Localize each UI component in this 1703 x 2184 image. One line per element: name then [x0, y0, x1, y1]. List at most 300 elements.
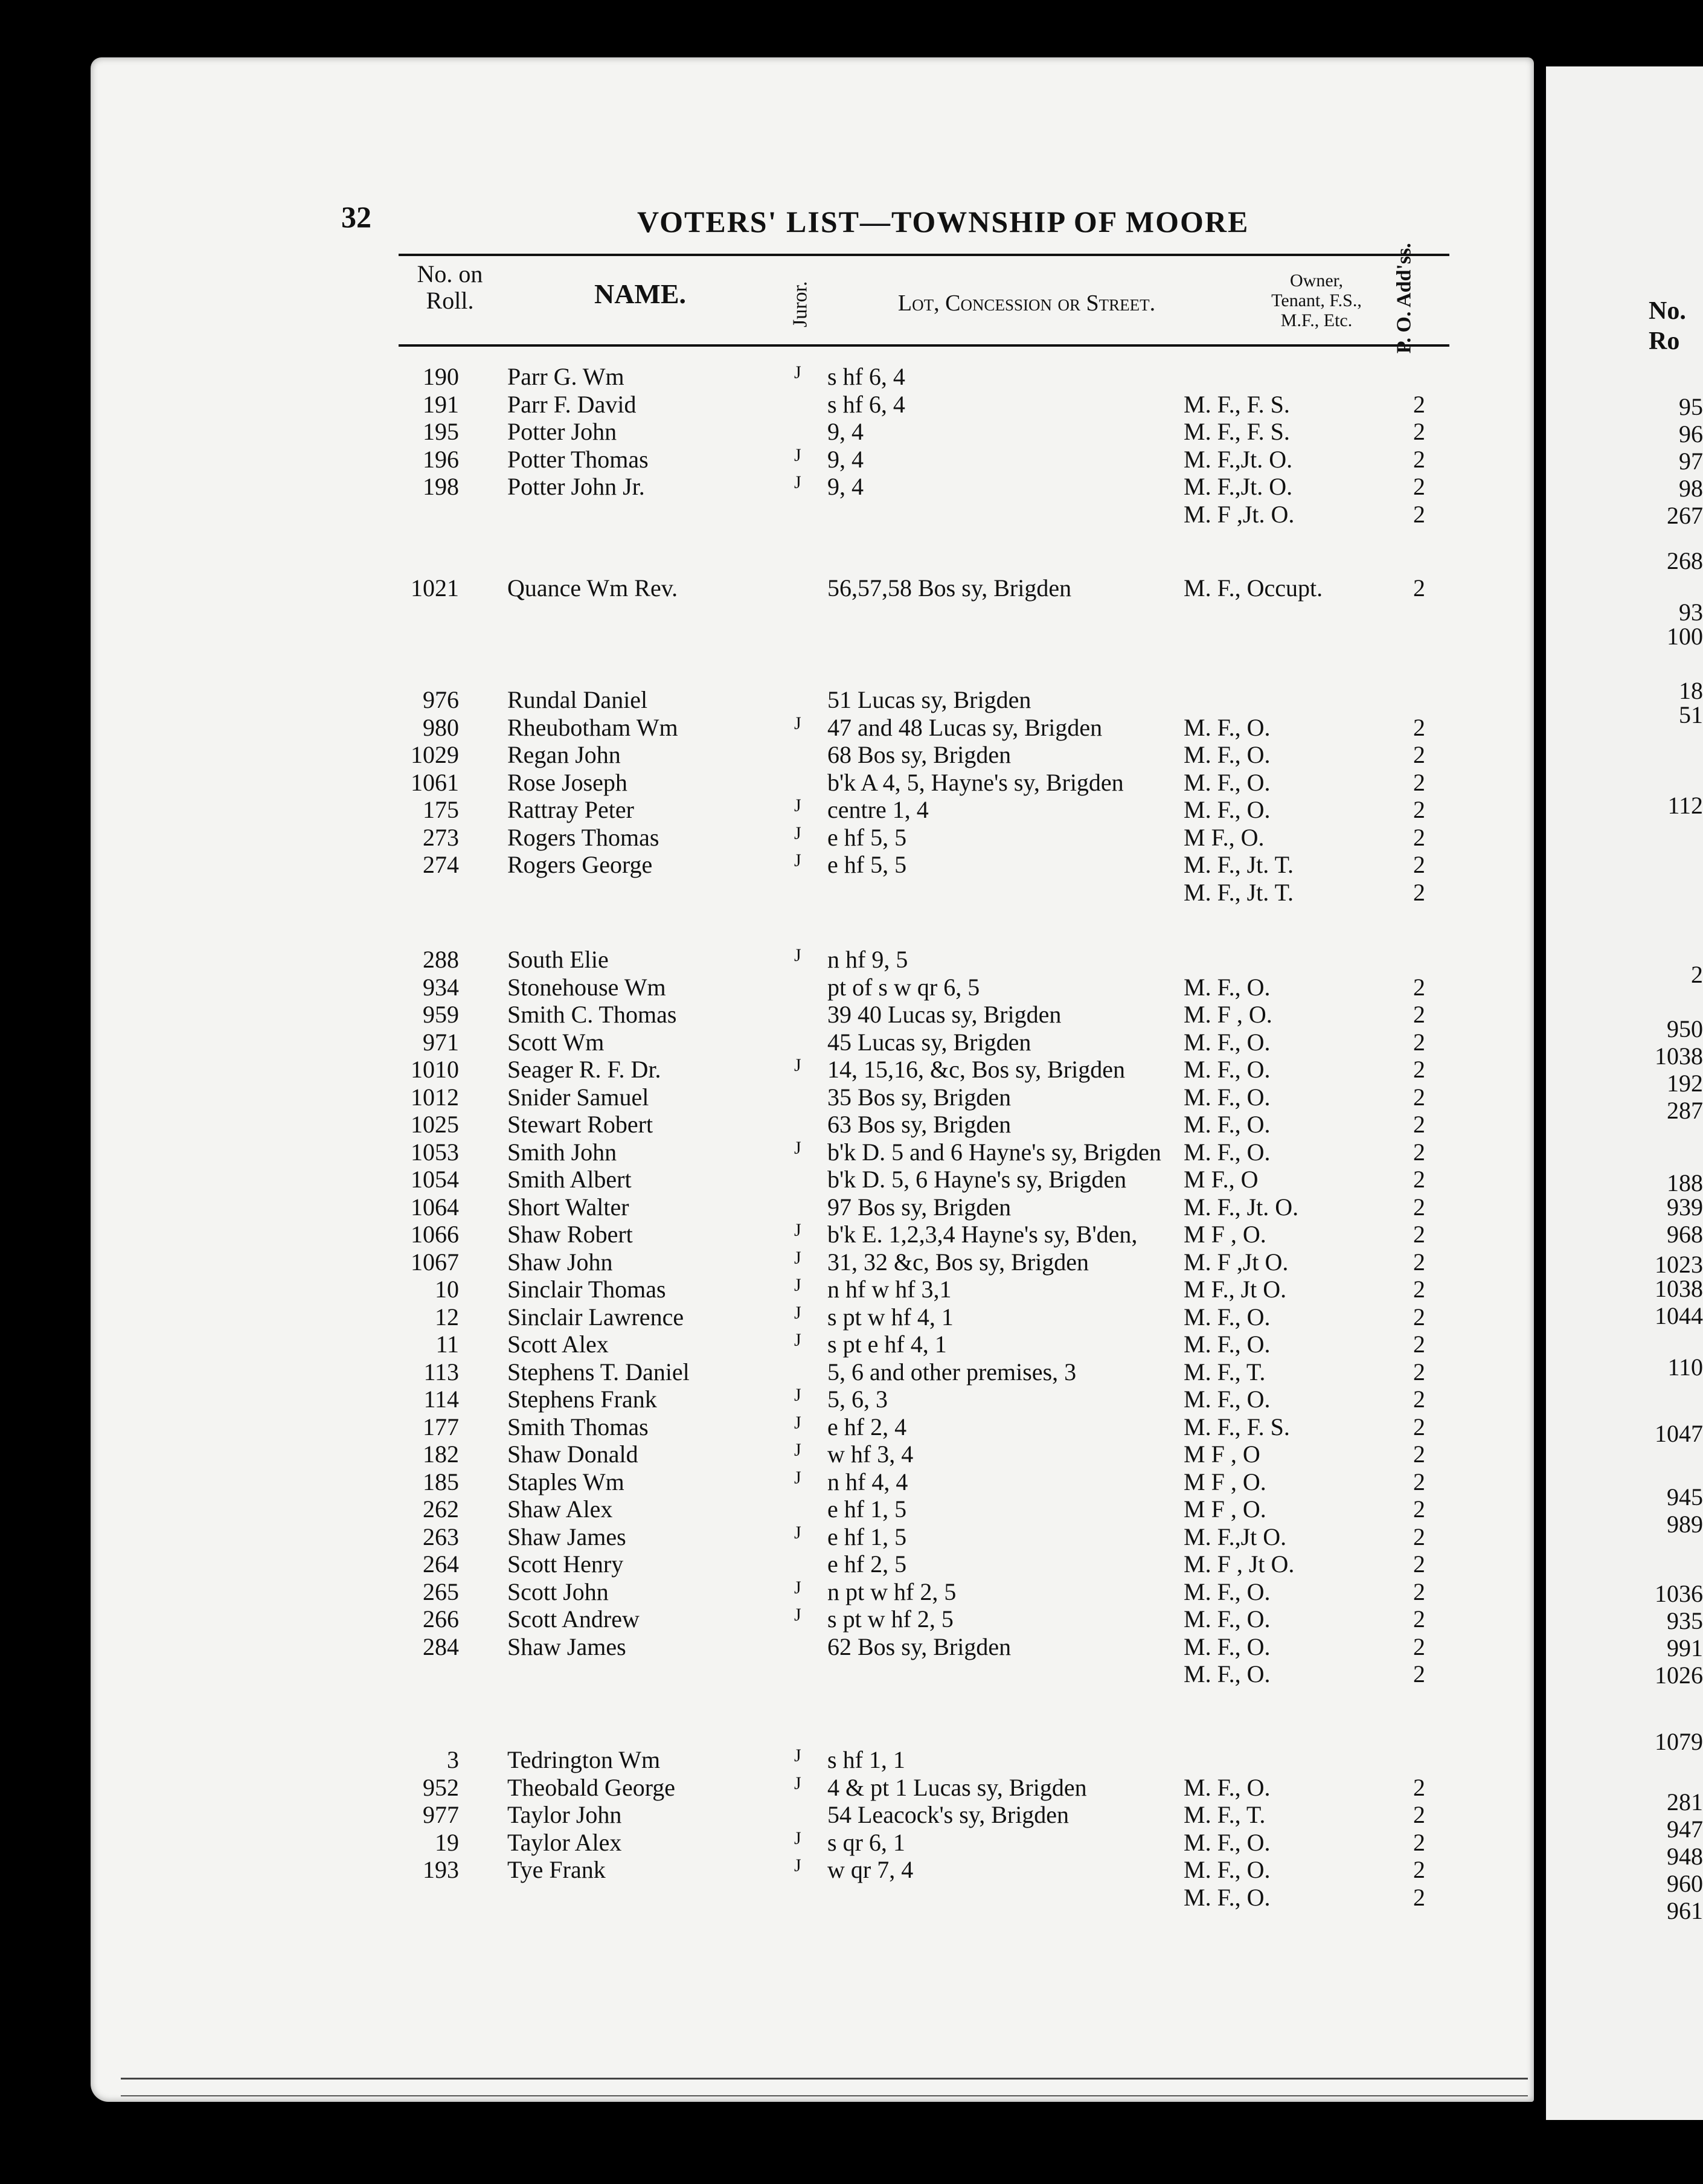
cell-status: M F , O. — [1184, 1221, 1266, 1248]
facing-page-roll: 1047 — [1655, 1420, 1703, 1447]
cell-status: M. F , Jt O. — [1184, 1550, 1295, 1578]
cell-lot: s hf 6, 4 — [827, 390, 905, 418]
cell-po: 2 — [1413, 1028, 1425, 1056]
cell-name: Regan John — [507, 741, 621, 768]
table-row — [0, 1000, 1693, 1027]
cell-status: M. F.,Jt. O. — [1184, 473, 1293, 500]
cell-roll: 1010 — [411, 1056, 459, 1083]
table-row — [0, 1550, 1693, 1576]
cell-name: Shaw Robert — [507, 1221, 633, 1248]
cell-lot: centre 1, 4 — [827, 796, 929, 823]
cell-name: Stephens T. Daniel — [507, 1358, 690, 1386]
facing-page-roll: 93 — [1679, 599, 1703, 626]
facing-page-roll: 192 — [1667, 1070, 1703, 1097]
cell-juror: J — [794, 1828, 801, 1848]
cell-roll: 177 — [423, 1413, 459, 1440]
cell-lot: s hf 1, 1 — [827, 1746, 905, 1773]
cell-lot: 4 & pt 1 Lucas sy, Brigden — [827, 1773, 1087, 1801]
cell-po: 2 — [1413, 1193, 1425, 1221]
cell-po: 2 — [1413, 1001, 1425, 1028]
facing-page-roll: 968 — [1667, 1221, 1703, 1248]
cell-name: Tye Frank — [507, 1856, 606, 1883]
cell-roll: 264 — [423, 1550, 459, 1578]
cell-juror: J — [794, 362, 801, 382]
table-row — [0, 1413, 1693, 1439]
cell-lot: 5, 6 and other premises, 3 — [827, 1358, 1077, 1386]
table-row — [0, 472, 1693, 499]
cell-status: M. F., O. — [1184, 1138, 1271, 1166]
cell-name: Stewart Robert — [507, 1111, 653, 1138]
cell-name: Sinclair Lawrence — [507, 1303, 684, 1331]
cell-name: Taylor John — [507, 1801, 622, 1828]
table-row — [0, 1633, 1693, 1659]
cell-roll: 1054 — [411, 1166, 459, 1193]
cell-juror: J — [794, 1330, 801, 1350]
cell-status: M F., O. — [1184, 823, 1265, 851]
facing-page-roll: 96 — [1679, 420, 1703, 448]
cell-roll: 190 — [423, 363, 459, 390]
facing-page-roll: 950 — [1667, 1015, 1703, 1042]
cell-status: M. F., O. — [1184, 1828, 1271, 1856]
cell-po: 2 — [1413, 500, 1425, 528]
cell-lot: e hf 5, 5 — [827, 851, 907, 878]
facing-page-roll: 18 — [1679, 677, 1703, 704]
cell-lot: e hf 2, 5 — [827, 1550, 907, 1578]
cell-lot: s hf 6, 4 — [827, 363, 905, 390]
cell-roll: 1061 — [411, 768, 459, 796]
cell-name: Scott Wm — [507, 1028, 605, 1056]
cell-po: 2 — [1413, 713, 1425, 741]
cell-name: Smith John — [507, 1138, 617, 1166]
cell-po: 2 — [1413, 1578, 1425, 1605]
cell-roll: 113 — [423, 1358, 459, 1386]
cell-lot: 35 Bos sy, Brigden — [827, 1083, 1012, 1111]
table-row — [0, 390, 1693, 417]
table-row — [0, 1110, 1693, 1137]
cell-roll: 274 — [423, 851, 459, 878]
cell-roll: 1012 — [411, 1083, 459, 1111]
cell-lot: b'k E. 1,2,3,4 Hayne's sy, B'den, — [827, 1221, 1138, 1248]
cell-roll: 952 — [423, 1773, 459, 1801]
cell-lot: 54 Leacock's sy, Brigden — [827, 1801, 1070, 1828]
cell-roll: 185 — [423, 1468, 459, 1495]
cell-lot: 45 Lucas sy, Brigden — [827, 1028, 1031, 1056]
cell-po: 2 — [1413, 1358, 1425, 1386]
cell-lot: 31, 32 &c, Bos sy, Brigden — [827, 1248, 1089, 1276]
cell-name: Shaw Alex — [507, 1495, 613, 1523]
cell-po: 2 — [1413, 1111, 1425, 1138]
cell-lot: 97 Bos sy, Brigden — [827, 1193, 1012, 1221]
cell-roll: 1029 — [411, 741, 459, 768]
cell-roll: 193 — [423, 1856, 459, 1883]
cell-po: 2 — [1413, 418, 1425, 445]
table-row — [0, 417, 1693, 444]
cell-po: 2 — [1413, 473, 1425, 500]
cell-juror: J — [794, 945, 801, 965]
facing-page-roll: 1036 — [1655, 1580, 1703, 1607]
cell-juror: J — [794, 1440, 801, 1460]
cell-po: 2 — [1413, 1883, 1425, 1911]
cell-status: M. F., O. — [1184, 1303, 1271, 1331]
facing-page-roll: 281 — [1667, 1788, 1703, 1816]
cell-status: M. F., Occupt. — [1184, 574, 1323, 602]
cell-name: Scott John — [507, 1578, 609, 1605]
cell-roll: 114 — [423, 1386, 459, 1413]
table-row — [0, 1746, 1693, 1772]
cell-roll: 196 — [423, 445, 459, 473]
table-row — [0, 1855, 1693, 1882]
table-row — [0, 740, 1693, 767]
cell-status: M. F., F. S. — [1184, 390, 1290, 418]
cell-status: M. F.,Jt. O. — [1184, 445, 1293, 473]
cell-status: M. F., O. — [1184, 1083, 1271, 1111]
cell-roll: 934 — [423, 973, 459, 1001]
table-row — [0, 1523, 1693, 1549]
cell-name: South Elie — [507, 946, 609, 973]
cell-roll: 1066 — [411, 1221, 459, 1248]
header-bottom-rule — [399, 344, 1449, 347]
cell-status: M F , O. — [1184, 1468, 1266, 1495]
cell-juror: J — [794, 1055, 801, 1075]
cell-po: 2 — [1413, 1166, 1425, 1193]
cell-name: Shaw James — [507, 1633, 626, 1660]
cell-name: Stephens Frank — [507, 1386, 657, 1413]
cell-po: 2 — [1413, 1468, 1425, 1495]
cell-po: 2 — [1413, 741, 1425, 768]
cell-name: Shaw John — [507, 1248, 613, 1276]
table-row — [0, 1303, 1693, 1329]
cell-lot: n hf 9, 5 — [827, 946, 908, 973]
cell-lot: 63 Bos sy, Brigden — [827, 1111, 1012, 1138]
cell-status: M. F., O. — [1184, 1028, 1271, 1056]
cell-name: Smith Albert — [507, 1166, 632, 1193]
cell-lot: b'k A 4, 5, Hayne's sy, Brigden — [827, 768, 1124, 796]
cell-juror: J — [794, 795, 801, 815]
col-header-status: Owner, Tenant, F.S., M.F., Etc. — [1271, 271, 1362, 330]
col-header-roll: No. on Roll. — [417, 260, 483, 314]
table-row — [0, 362, 1693, 389]
cell-status: M. F., O. — [1184, 1386, 1271, 1413]
cell-name: Potter Thomas — [507, 445, 649, 473]
cell-po: 2 — [1413, 445, 1425, 473]
cell-roll: 288 — [423, 946, 459, 973]
table-row — [0, 445, 1693, 472]
cell-po: 2 — [1413, 1083, 1425, 1111]
cell-name: Rogers Thomas — [507, 823, 659, 851]
table-row — [0, 1578, 1693, 1604]
table-row — [0, 1440, 1693, 1466]
facing-page-roll: 939 — [1667, 1193, 1703, 1221]
facing-page-roll: 961 — [1667, 1897, 1703, 1924]
cell-po: 2 — [1413, 1633, 1425, 1660]
facing-page-roll: 991 — [1667, 1634, 1703, 1662]
cell-po: 2 — [1413, 1221, 1425, 1248]
cell-name: Snider Samuel — [507, 1083, 649, 1111]
cell-roll: 980 — [423, 713, 459, 741]
cell-po: 2 — [1413, 1440, 1425, 1468]
cell-name: Rundal Daniel — [507, 686, 648, 713]
table-row — [0, 686, 1693, 712]
cell-po: 2 — [1413, 851, 1425, 878]
cell-status: M. F.,Jt O. — [1184, 1523, 1287, 1550]
cell-roll: 266 — [423, 1605, 459, 1633]
cell-juror: J — [794, 1855, 801, 1875]
table-row — [0, 1220, 1693, 1247]
table-row — [0, 1468, 1693, 1494]
cell-roll: 12 — [435, 1303, 459, 1331]
facing-page-roll: 1044 — [1655, 1302, 1703, 1329]
cell-status: M F., O — [1184, 1166, 1259, 1193]
cell-status: M. F., Jt. T. — [1184, 851, 1294, 878]
cell-juror: J — [794, 472, 801, 492]
table-row — [0, 713, 1693, 740]
cell-lot: 62 Bos sy, Brigden — [827, 1633, 1012, 1660]
page-header — [0, 199, 1693, 248]
cell-po: 2 — [1413, 1605, 1425, 1633]
cell-juror: J — [794, 1247, 801, 1268]
cell-lot: n hf 4, 4 — [827, 1468, 908, 1495]
cell-status: M. F., O. — [1184, 1883, 1271, 1911]
cell-juror: J — [794, 1137, 801, 1158]
cell-juror: J — [794, 445, 801, 465]
facing-page-roll: 945 — [1667, 1483, 1703, 1511]
cell-juror: J — [794, 1577, 801, 1598]
facing-page-roll: 1038 — [1655, 1042, 1703, 1070]
table-row — [0, 1495, 1693, 1521]
cell-roll: 191 — [423, 390, 459, 418]
table-row — [0, 1385, 1693, 1412]
facing-page-roll: 188 — [1667, 1169, 1703, 1196]
table-row — [0, 945, 1693, 972]
cell-roll: 977 — [423, 1801, 459, 1828]
cell-status: M. F ,Jt. O. — [1184, 500, 1295, 528]
cell-roll: 265 — [423, 1578, 459, 1605]
cell-roll: 959 — [423, 1001, 459, 1028]
cell-po: 2 — [1413, 768, 1425, 796]
cell-po: 2 — [1413, 1386, 1425, 1413]
cell-lot: pt of s w qr 6, 5 — [827, 973, 980, 1001]
cell-status: M. F., O. — [1184, 768, 1271, 796]
cell-status: M. F., Jt. T. — [1184, 878, 1294, 906]
cell-roll: 182 — [423, 1440, 459, 1468]
table-row — [0, 850, 1693, 877]
cell-status: M. F., O. — [1184, 796, 1271, 823]
cell-name: Rattray Peter — [507, 796, 634, 823]
facing-page-roll: 97 — [1679, 448, 1703, 475]
cell-po: 2 — [1413, 1773, 1425, 1801]
cell-juror: J — [794, 1302, 801, 1323]
facing-page-roll: 948 — [1667, 1843, 1703, 1870]
page-number: 32 — [341, 200, 371, 234]
table-row — [0, 973, 1693, 1000]
cell-roll: 1067 — [411, 1248, 459, 1276]
cell-roll: 19 — [435, 1828, 459, 1856]
cell-name: Smith C. Thomas — [507, 1001, 677, 1028]
cell-juror: J — [794, 1746, 801, 1765]
col-header-juror: Juror. — [789, 281, 812, 327]
facing-page-roll: 935 — [1667, 1607, 1703, 1634]
cell-roll: 3 — [447, 1746, 459, 1773]
cell-name: Scott Henry — [507, 1550, 624, 1578]
cell-lot: b'k D. 5, 6 Hayne's sy, Brigden — [827, 1166, 1127, 1193]
table-row — [0, 1165, 1693, 1192]
cell-name: Staples Wm — [507, 1468, 624, 1495]
table-row — [0, 1883, 1693, 1910]
cell-name: Scott Alex — [507, 1331, 609, 1358]
cell-lot: s pt e hf 4, 1 — [827, 1331, 947, 1358]
cell-po: 2 — [1413, 1660, 1425, 1688]
cell-status: M. F., Jt. O. — [1184, 1193, 1299, 1221]
facing-page-roll: 1023 — [1655, 1251, 1703, 1278]
cell-name: Stonehouse Wm — [507, 973, 666, 1001]
cell-status: M. F., O. — [1184, 713, 1271, 741]
table-row — [0, 768, 1693, 795]
cell-lot: w qr 7, 4 — [827, 1856, 914, 1883]
table-row — [0, 1800, 1693, 1827]
table-row — [0, 1330, 1693, 1357]
cell-status: M. F., T. — [1184, 1358, 1266, 1386]
cell-lot: 47 and 48 Lucas sy, Brigden — [827, 713, 1103, 741]
facing-page-header: No. Ro — [1649, 297, 1686, 356]
cell-status: M. F., O. — [1184, 1056, 1271, 1083]
cell-name: Sinclair Thomas — [507, 1276, 666, 1303]
cell-lot: 14, 15,16, &c, Bos sy, Brigden — [827, 1056, 1125, 1083]
cell-lot: 39 40 Lucas sy, Brigden — [827, 1001, 1062, 1028]
cell-po: 2 — [1413, 1856, 1425, 1883]
facing-page-roll: 1038 — [1655, 1275, 1703, 1302]
facing-page-roll: 287 — [1667, 1097, 1703, 1124]
cell-name: Potter John — [507, 418, 617, 445]
table-row — [0, 1083, 1693, 1110]
cell-juror: J — [794, 1412, 801, 1433]
facing-page-roll: 1079 — [1655, 1728, 1703, 1755]
cell-name: Rheubotham Wm — [507, 713, 678, 741]
cell-status: M F., Jt O. — [1184, 1276, 1287, 1303]
cell-juror: J — [794, 713, 801, 733]
table-row — [0, 500, 1693, 527]
cell-lot: e hf 1, 5 — [827, 1495, 907, 1523]
cell-roll: 1053 — [411, 1138, 459, 1166]
cell-name: Taylor Alex — [507, 1828, 622, 1856]
table-row — [0, 1275, 1693, 1302]
cell-status: M. F., O. — [1184, 1856, 1271, 1883]
cell-status: M. F ,Jt O. — [1184, 1248, 1289, 1276]
cell-roll: 262 — [423, 1495, 459, 1523]
cell-status: M. F., O. — [1184, 741, 1271, 768]
facing-page-roll: 51 — [1679, 701, 1703, 728]
cell-po: 2 — [1413, 1413, 1425, 1440]
table-row — [0, 1248, 1693, 1274]
table-row — [0, 795, 1693, 822]
cell-name: Shaw James — [507, 1523, 626, 1550]
table-row — [0, 1660, 1693, 1686]
cell-status: M F , O. — [1184, 1495, 1266, 1523]
cell-name: Parr F. David — [507, 390, 637, 418]
cell-status: M. F., O. — [1184, 1633, 1271, 1660]
cell-status: M. F., O. — [1184, 1773, 1271, 1801]
cell-name: Short Walter — [507, 1193, 629, 1221]
cell-juror: J — [794, 1522, 801, 1543]
cell-lot: b'k D. 5 and 6 Hayne's sy, Brigden — [827, 1138, 1161, 1166]
table-row — [0, 1028, 1693, 1055]
cell-po: 2 — [1413, 1056, 1425, 1083]
cell-lot: 56,57,58 Bos sy, Brigden — [827, 574, 1072, 602]
cell-po: 2 — [1413, 1138, 1425, 1166]
facing-page-roll: 98 — [1679, 475, 1703, 502]
facing-page-roll: 100 — [1667, 623, 1703, 650]
cell-roll: 273 — [423, 823, 459, 851]
cell-roll: 976 — [423, 686, 459, 713]
cell-juror: J — [794, 1385, 801, 1405]
cell-po: 2 — [1413, 390, 1425, 418]
table-row — [0, 574, 1693, 600]
cell-status: M. F., F. S. — [1184, 1413, 1290, 1440]
cell-name: Rogers George — [507, 851, 653, 878]
cell-lot: 9, 4 — [827, 445, 864, 473]
cell-po: 2 — [1413, 878, 1425, 906]
cell-po: 2 — [1413, 1495, 1425, 1523]
cell-po: 2 — [1413, 823, 1425, 851]
cell-roll: 11 — [435, 1331, 459, 1358]
cell-lot: w hf 3, 4 — [827, 1440, 914, 1468]
cell-lot: 9, 4 — [827, 473, 864, 500]
cell-lot: 5, 6, 3 — [827, 1386, 888, 1413]
cell-lot: n pt w hf 2, 5 — [827, 1578, 957, 1605]
cell-juror: J — [794, 1220, 801, 1240]
cell-name: Smith Thomas — [507, 1413, 649, 1440]
cell-lot: s qr 6, 1 — [827, 1828, 905, 1856]
cell-lot: n hf w hf 3,1 — [827, 1276, 952, 1303]
table-row — [0, 1605, 1693, 1631]
cell-lot: 51 Lucas sy, Brigden — [827, 686, 1031, 713]
cell-po: 2 — [1413, 796, 1425, 823]
cell-roll: 1021 — [411, 574, 459, 602]
cell-roll: 198 — [423, 473, 459, 500]
cell-lot: e hf 1, 5 — [827, 1523, 907, 1550]
table-row — [0, 1358, 1693, 1384]
cell-roll: 175 — [423, 796, 459, 823]
cell-po: 2 — [1413, 1801, 1425, 1828]
cell-juror: J — [794, 1773, 801, 1793]
cell-name: Scott Andrew — [507, 1605, 640, 1633]
header-top-rule — [399, 254, 1449, 256]
cell-po: 2 — [1413, 1550, 1425, 1578]
cell-status: M. F , O. — [1184, 1001, 1272, 1028]
page-title: VOTERS' LIST—TOWNSHIP OF MOORE — [637, 205, 1249, 239]
facing-page-roll: 95 — [1679, 393, 1703, 420]
facing-page-roll: 947 — [1667, 1816, 1703, 1843]
cell-name: Tedrington Wm — [507, 1746, 661, 1773]
cell-po: 2 — [1413, 1331, 1425, 1358]
cell-name: Theobald George — [507, 1773, 676, 1801]
facing-page-roll: 960 — [1667, 1870, 1703, 1897]
cell-lot: s pt w hf 2, 5 — [827, 1605, 954, 1633]
cell-name: Parr G. Wm — [507, 363, 624, 390]
cell-name: Potter John Jr. — [507, 473, 645, 500]
cell-status: M. F., O. — [1184, 1605, 1271, 1633]
cell-juror: J — [794, 1275, 801, 1295]
cell-po: 2 — [1413, 1828, 1425, 1856]
cell-roll: 1064 — [411, 1193, 459, 1221]
col-header-lot: Lot, Concession or Street. — [897, 291, 1156, 316]
table-row — [0, 1193, 1693, 1219]
cell-status: M. F., O. — [1184, 1331, 1271, 1358]
cell-lot: e hf 2, 4 — [827, 1413, 907, 1440]
cell-status: M. F., T. — [1184, 1801, 1266, 1828]
cell-po: 2 — [1413, 574, 1425, 602]
cell-juror: J — [794, 1467, 801, 1488]
col-header-name: NAME. — [594, 278, 687, 309]
